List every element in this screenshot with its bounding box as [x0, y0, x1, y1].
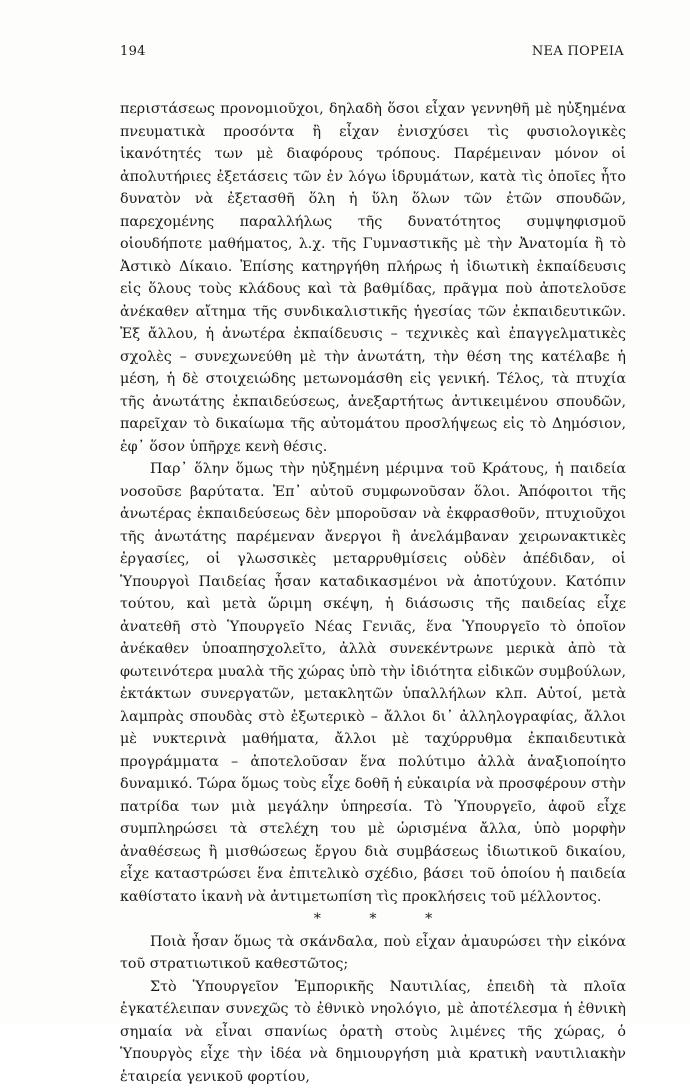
body-text [120, 98, 626, 1088]
section-separator: * * * [120, 908, 626, 931]
paragraph: Στὸ Ὑπουργεῖον Ἐμπορικῆς Ναυτιλίας, ἐπειδὴ τὰ πλοῖα ἐγκατέλειπαν συνεχῶς τὸ ἐθνικὸ νηολόγιο, μὲ ἀποτέλεσμα ἡ ἐθνικὴ σημαία νὰ εἶναι σπανίως ὁρατὴ στοὺς λιμένες τῆς χώρας, ὁ Ὑπουργὸς εἶχε τὴν ἰδέα νὰ δημιουργήση μιὰ κρατικὴ ναυτιλιακὴν ἑταιρεία γενικοῦ φορτίου, [120, 976, 626, 1088]
page-number: 194 [120, 44, 146, 59]
paragraph: Ποιὰ ἦσαν ὅμως τὰ σκάνδαλα, ποὺ εἶχαν ἀμαυρώσει τὴν εἰκόνα τοῦ στρατιωτικοῦ καθεστῶτος; [120, 931, 626, 976]
paragraph: Παρ᾽ ὅλην ὅμως τὴν ηὐξημένη μέριμνα τοῦ Κράτους, ἡ παιδεία νοσοῦσε βαρύτατα. Ἐπ᾽ αὐτοῦ συμφωνοῦσαν ὅλοι. Ἀπόφοιτοι τῆς ἀνωτέρας ἐκπαιδεύσεως δὲν μποροῦσαν νὰ ἐκφρασθοῦν, πτυχιοῦχοι τῆς ἀνωτάτης παρέμεναν ἄνεργοι ἢ ἀνελάμβαναν χειρωνακτικὲς ἐργασίες, οἱ γλωσσικὲς μεταρρυθμίσεις οὐδὲν ἀπέδιδαν, οἱ Ὑπουργοὶ Παιδείας ἦσαν καταδικασμένοι νὰ ἀποτύχουν. Κατόπιν τούτου, καὶ μετὰ ὥριμη σκέψη, ἡ διάσωσις τῆς παιδείας εἶχε ἀνατεθῆ στὸ Ὑπουργεῖο Νέας Γενιᾶς, ἕνα Ὑπουργεῖο τὸ ὁποῖον ἀνέκαθεν ὑποαπησχολεῖτο, ἀλλὰ συνεκέντρωνε μερικὰ ἀπὸ τὰ φωτεινότερα μυαλὰ τῆς χώρας ὑπὸ τὴν ἰδιότητα εἰδικῶν συμβούλων, ἐκτάκτων συνεργατῶν, μετακλητῶν ὑπαλλήλων κλπ. Αὐτοί, μετὰ λαμπρὰς σπουδὰς στὸ ἐξωτερικὸ – ἄλλοι δι᾽ ἀλληλογραφίας, ἄλλοι μὲ νυκτερινὰ μαθήματα, ἄλλοι μὲ ταχύρρυθμα ἐκπαιδευτικὰ προγράμματα – ἀποτελοῦσαν ἕνα πολύτιμο ἀλλὰ ἀναξιοποίητο δυναμικό. Τώρα ὅμως τοὺς εἶχε δοθῆ ἡ εὐκαιρία νὰ προσφέρουν στὴν πατρίδα των μιὰ μεγάλην ὑπηρεσία. Τὸ Ὑπουργεῖο, ἀφοῦ εἶχε συμπληρώσει τὰ στελέχη του μὲ ὡρισμένα ἄλλα, ὑπὸ μορφὴν ἀναθέσεως ἢ μισθώσεως ἔργου διὰ συμβάσεως ἰδιωτικοῦ δικαίου, εἶχε καταστρώσει ἕνα ἐπιτελικὸ σχέδιο, βάσει τοῦ ὁποίου ἡ παιδεία καθίστατο ἱκανὴ νὰ ἀντιμετωπίση τὶς προκλήσεις τοῦ μέλλοντος. [120, 458, 626, 908]
page-header [120, 44, 624, 62]
paragraph-continuation: περιστάσεως προνομιοῦχοι, δηλαδὴ ὅσοι εἶχαν γεννηθῆ μὲ ηὐξημένα πνευματικὰ προσόντα ἢ εἶχαν ἐνισχύσει τὶς φυσιολογικὲς ἱκανότητές των μὲ διαφόρους τρόπους. Παρέμειναν μόνον οἱ ἀπολυτήριες ἐξετάσεις τῶν ἐν λόγω ἱδρυμάτων, κατὰ τὶς ὁποῖες ἦτο δυνατὸν νὰ ἐξετασθῆ ὅλη ἡ ὕλη ὅλων τῶν ἐτῶν σπουδῶν, παρεχομένης παραλλήλως τῆς δυνατότητος συμψηφισμοῦ οἱουδήποτε μαθήματος, λ.χ. τῆς Γυμναστικῆς μὲ τὴν Ἀνατομία ἢ τὸ Ἀστικὸ Δίκαιο. Ἐπίσης κατηργήθη πλήρως ἡ ἰδιωτικὴ ἐκπαίδευσις εἰς ὅλους τοὺς κλάδους καὶ τὰ βαθμίδας, πρᾶγμα ποὺ ἀποτελοῦσε ἀνέκαθεν αἴτημα τῆς συνδικαλιστικῆς ἡγεσίας τῶν ἐκπαιδευτικῶν. Ἐξ ἄλλου, ἡ ἀνωτέρα ἐκπαίδευσις – τεχνικὲς καὶ ἐπαγγελματικὲς σχολὲς – συνεχωνεύθη μὲ τὴν ἀνωτάτη, τὴν θέση της κατέλαβε ἡ μέση, ἡ δὲ στοιχειώδης μετωνομάσθη εἰς γενική. Τέλος, τὰ πτυχία τῆς ἀνωτάτης ἐκπαιδεύσεως, ἀνεξαρτήτως ἀντικειμένου σπουδῶν, παρεῖχαν τὸ δικαίωμα τῆς αὐτομάτου προσλήψεως εἰς τὸ Δημόσιον, ἐφ᾽ ὅσον ὑπῆρχε κενὴ θέσις. [120, 98, 626, 458]
running-head: ΝΕΑ ΠΟΡΕΙΑ [532, 44, 624, 59]
